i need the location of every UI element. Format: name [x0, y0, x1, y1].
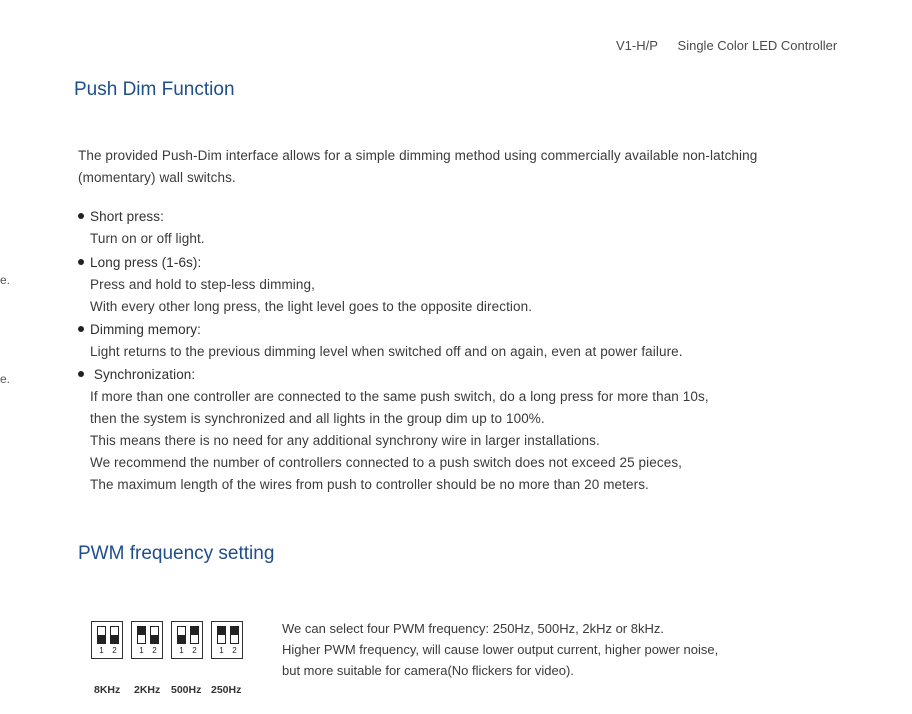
switch-number: 2 [232, 646, 237, 655]
dip-switch-2 [190, 626, 199, 644]
bullet-dot [78, 371, 84, 377]
dip-label-500hz: 500Hz [171, 684, 202, 696]
dip-label-8khz: 8KHz [94, 684, 121, 696]
pwm-title: PWM frequency setting [78, 543, 275, 564]
pwm-description-line-2: Higher PWM frequency, will cause lower output current, higher power noise, [282, 642, 719, 657]
switch-number: 1 [219, 646, 224, 655]
pwm-description-line-1: We can select four PWM frequency: 250Hz, 500Hz, 2kHz or 8kHz. [282, 621, 664, 636]
pwm-description-line-3: but more suitable for camera(No flickers for video). [282, 663, 574, 678]
margin-fragment: e. [0, 273, 11, 287]
dip-switch-1 [97, 626, 106, 644]
dip-switch-1 [137, 626, 146, 644]
bullet-label: Dimming memory: [90, 322, 202, 337]
push-dim-title: Push Dim Function [74, 79, 235, 100]
sync-text: We recommend the number of controllers connected to a push switch does not exceed 25 pieces, [90, 455, 683, 470]
switch-number: 2 [152, 646, 157, 655]
intro-line-1: The provided Push-Dim interface allows for a simple dimming method using commercially available non-latching [78, 148, 758, 163]
margin-fragment: e. [0, 372, 11, 386]
switch-number: 1 [139, 646, 144, 655]
dip-switch-250hz [211, 621, 243, 659]
bullet-label: Long press (1-6s): [90, 255, 202, 270]
dip-switch-2 [230, 626, 239, 644]
bullet-label: Synchronization: [90, 367, 196, 382]
product-name: Single Color LED Controller [677, 38, 838, 53]
sync-text: then the system is synchronized and all lights in the group dim up to 100%. [90, 411, 545, 426]
bullet-dot [78, 326, 84, 332]
bullet-dimming-memory [78, 322, 201, 337]
bullet-short-press [78, 209, 164, 224]
dimming-memory-text: Light returns to the previous dimming level when switched off and on again, even at power failure. [90, 344, 683, 359]
dip-switch-8khz [91, 621, 123, 659]
short-press-text: Turn on or off light. [90, 231, 205, 246]
dip-switch-1 [177, 626, 186, 644]
dip-switch-2khz [131, 621, 163, 659]
long-press-text: Press and hold to step-less dimming, [90, 277, 315, 292]
switch-number: 2 [112, 646, 117, 655]
switch-number: 2 [192, 646, 197, 655]
sync-text: If more than one controller are connected to the same push switch, do a long press for more than 10s, [90, 389, 709, 404]
bullet-long-press [78, 255, 201, 270]
dip-switch-500hz [171, 621, 203, 659]
sync-text: This means there is no need for any additional synchrony wire in larger installations. [90, 433, 600, 448]
intro-line-2: (momentary) wall switchs. [78, 170, 236, 185]
bullet-synchronization [78, 367, 195, 382]
model-number: V1-H/P [616, 38, 658, 53]
bullet-dot [78, 259, 84, 265]
bullet-label: Short press: [90, 209, 164, 224]
switch-number: 1 [179, 646, 184, 655]
dip-switch-2 [150, 626, 159, 644]
switch-number: 1 [99, 646, 104, 655]
dip-switch-2 [110, 626, 119, 644]
dip-label-250hz: 250Hz [211, 684, 242, 696]
sync-text: The maximum length of the wires from push to controller should be no more than 20 meters. [90, 477, 649, 492]
dip-label-2khz: 2KHz [134, 684, 161, 696]
long-press-text: With every other long press, the light level goes to the opposite direction. [90, 299, 533, 314]
push-dim-intro [78, 145, 838, 189]
page-header [616, 38, 837, 53]
dip-switch-1 [217, 626, 226, 644]
bullet-dot [78, 213, 84, 219]
